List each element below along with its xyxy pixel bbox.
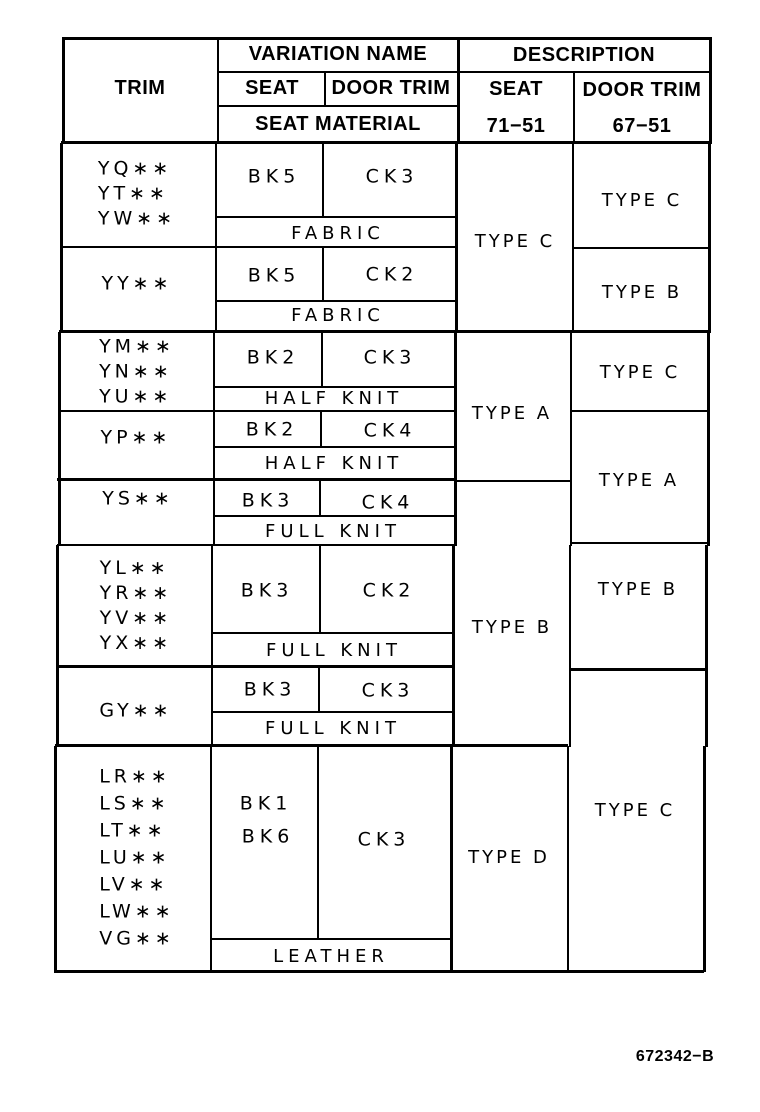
line-header-bottom: [61, 141, 712, 144]
door-trim-code: CK3: [365, 165, 419, 188]
trim-code: LR∗∗: [99, 765, 171, 788]
line-trim-col: [210, 746, 212, 972]
line-desc-seat-door: [569, 545, 571, 747]
seat-material: FULL KNIT: [265, 718, 401, 739]
trim-code: YW∗∗: [97, 207, 177, 230]
line-trim-col: [213, 332, 215, 546]
line-row5-bottom: [57, 544, 454, 546]
seat-code: BK3: [241, 489, 295, 512]
desc-seat-type: TYPE C: [474, 231, 556, 252]
desc-door-type: TYPE A: [598, 470, 680, 491]
line-row8-mat: [211, 938, 452, 940]
line-desc-seat-door: [570, 332, 572, 546]
trim-code: VG∗∗: [99, 927, 175, 950]
door-trim-code: CK2: [365, 263, 419, 286]
trim-code: YP∗∗: [100, 426, 172, 449]
seat-code: BK1: [239, 792, 293, 815]
trim-code: LT∗∗: [99, 819, 167, 842]
seat-code: BK6: [241, 825, 295, 848]
seat-code: BK2: [245, 418, 299, 441]
line-row2-mat: [216, 300, 456, 302]
line-desc-seat-door: [567, 746, 569, 972]
line-row7-bottom: [55, 744, 568, 747]
seat-material: HALF KNIT: [264, 388, 404, 409]
line-door3-bottom: [571, 410, 710, 412]
line-seat-door-split: [320, 411, 322, 447]
line-seat-door-split: [324, 72, 326, 106]
trim-code: YL∗∗: [99, 557, 170, 579]
trim-codes: [102, 487, 174, 512]
trim-code: LU∗∗: [99, 846, 171, 869]
line-variation-desc: [454, 332, 457, 546]
header-seat-code: 71−51: [486, 115, 546, 137]
trim-code: YN∗∗: [99, 360, 173, 383]
desc-door-type: TYPE C: [594, 800, 676, 821]
trim-code: YY∗∗: [101, 272, 173, 295]
line-row1-mat: [216, 216, 456, 218]
line-seat-door-split: [317, 746, 319, 939]
trim-code: YR∗∗: [99, 582, 173, 604]
line-seat-door-split: [322, 143, 324, 217]
line-row6-mat: [212, 632, 453, 634]
trim-codes: [99, 699, 172, 724]
figure-id: 672342−B: [635, 1048, 715, 1065]
line-seatA-bottom: [455, 480, 571, 482]
door-trim-code: CK3: [363, 346, 417, 369]
trim-code: YT∗∗: [97, 182, 169, 205]
line-variation-desc: [455, 142, 458, 332]
seat-material: FABRIC: [291, 305, 385, 326]
line-row5-mat: [213, 515, 454, 517]
desc-door-type: TYPE B: [601, 282, 683, 303]
line-seat-door-split: [321, 332, 323, 387]
line-seat-door-split: [319, 480, 321, 516]
door-trim-code: CK3: [361, 679, 415, 702]
trim-codes: [99, 335, 175, 410]
seat-material: FULL KNIT: [265, 521, 401, 542]
header-trim: TRIM: [114, 77, 166, 99]
line-row3-bottom: [58, 410, 456, 412]
line-row2-bottom: [59, 330, 711, 333]
line-right-border: [703, 746, 706, 972]
line-right-border: [707, 332, 710, 546]
seat-code: BK3: [240, 579, 294, 602]
desc-door-type: TYPE B: [597, 579, 679, 600]
line-row4-mat: [214, 446, 455, 448]
line-right-border: [708, 142, 711, 332]
line-variation-desc: [450, 746, 453, 972]
line-left-border: [54, 746, 57, 973]
seat-code: BK2: [246, 346, 300, 369]
seat-material: FABRIC: [291, 223, 385, 244]
line-row7-mat: [212, 711, 453, 713]
header-seat: SEAT: [245, 77, 299, 99]
trim-code: LV∗∗: [99, 873, 169, 896]
header-door-trim: DOOR TRIM: [331, 77, 451, 99]
line-seat-door-split: [319, 545, 321, 633]
seat-code: BK3: [243, 678, 297, 701]
line-row1-bottom: [60, 246, 457, 248]
header-variation-name: VARIATION NAME: [248, 43, 428, 65]
line-door1-bottom: [572, 247, 711, 249]
trim-code: GY∗∗: [99, 699, 173, 722]
trim-codes: [101, 272, 172, 297]
line-left-border: [56, 545, 59, 747]
door-trim-code: CK4: [363, 419, 417, 442]
line-doorB-bottom: [569, 668, 708, 671]
door-trim-code: CK2: [362, 579, 416, 602]
desc-door-type: TYPE C: [599, 362, 681, 383]
desc-seat-type: TYPE A: [471, 403, 553, 424]
trim-code: LS∗∗: [99, 792, 170, 815]
line-variation-desc: [452, 545, 455, 747]
desc-seat-type: TYPE B: [471, 617, 553, 638]
line-seat-door-split: [318, 667, 320, 712]
door-trim-code: CK4: [361, 491, 415, 514]
header-door-code: 67−51: [612, 115, 672, 137]
desc-seat-type: TYPE D: [468, 847, 550, 868]
line-left-border: [62, 37, 65, 143]
line-desc-seat-door: [573, 72, 575, 142]
line-doorA-bottom: [570, 542, 709, 544]
line-header-mid2: [218, 105, 458, 107]
header-desc-door-trim: DOOR TRIM: [582, 79, 702, 101]
seat-code: BK5: [247, 165, 301, 188]
line-right-border: [705, 545, 708, 747]
line-header-mid1: [218, 71, 712, 73]
trim-code: LW∗∗: [99, 900, 175, 923]
line-left-border: [58, 332, 61, 546]
line-variation-desc: [457, 38, 460, 142]
seat-material: FULL KNIT: [266, 640, 402, 661]
trim-codes: [101, 426, 172, 451]
line-left-border: [60, 143, 63, 333]
line-trim-col: [215, 142, 217, 332]
line-right-border: [709, 38, 712, 142]
trim-code: YX∗∗: [99, 632, 173, 654]
header-description: DESCRIPTION: [512, 44, 656, 66]
line-row6-bottom: [56, 665, 453, 668]
header-seat-material: SEAT MATERIAL: [255, 113, 421, 135]
trim-codes: [98, 157, 176, 232]
line-row4-bottom: [57, 478, 455, 481]
trim-code: YS∗∗: [102, 487, 174, 510]
line-seat-door-split: [322, 248, 324, 301]
trim-codes: [100, 556, 173, 656]
trim-code: YV∗∗: [99, 607, 173, 629]
line-table-bottom: [54, 970, 704, 973]
seat-material: LEATHER: [273, 946, 389, 967]
seat-code: BK5: [247, 264, 301, 287]
line-top: [62, 37, 712, 40]
trim-codes: [99, 764, 175, 953]
line-trim-col: [217, 38, 219, 142]
seat-material: HALF KNIT: [264, 453, 404, 474]
trim-code: YQ∗∗: [97, 157, 173, 180]
header-desc-seat: SEAT: [489, 78, 543, 100]
desc-door-type: TYPE C: [601, 190, 683, 211]
line-trim-col: [211, 545, 213, 747]
trim-code: YM∗∗: [99, 335, 175, 358]
trim-code: YU∗∗: [99, 385, 173, 408]
door-trim-code: CK3: [357, 828, 411, 851]
line-desc-seat-door: [572, 142, 574, 332]
